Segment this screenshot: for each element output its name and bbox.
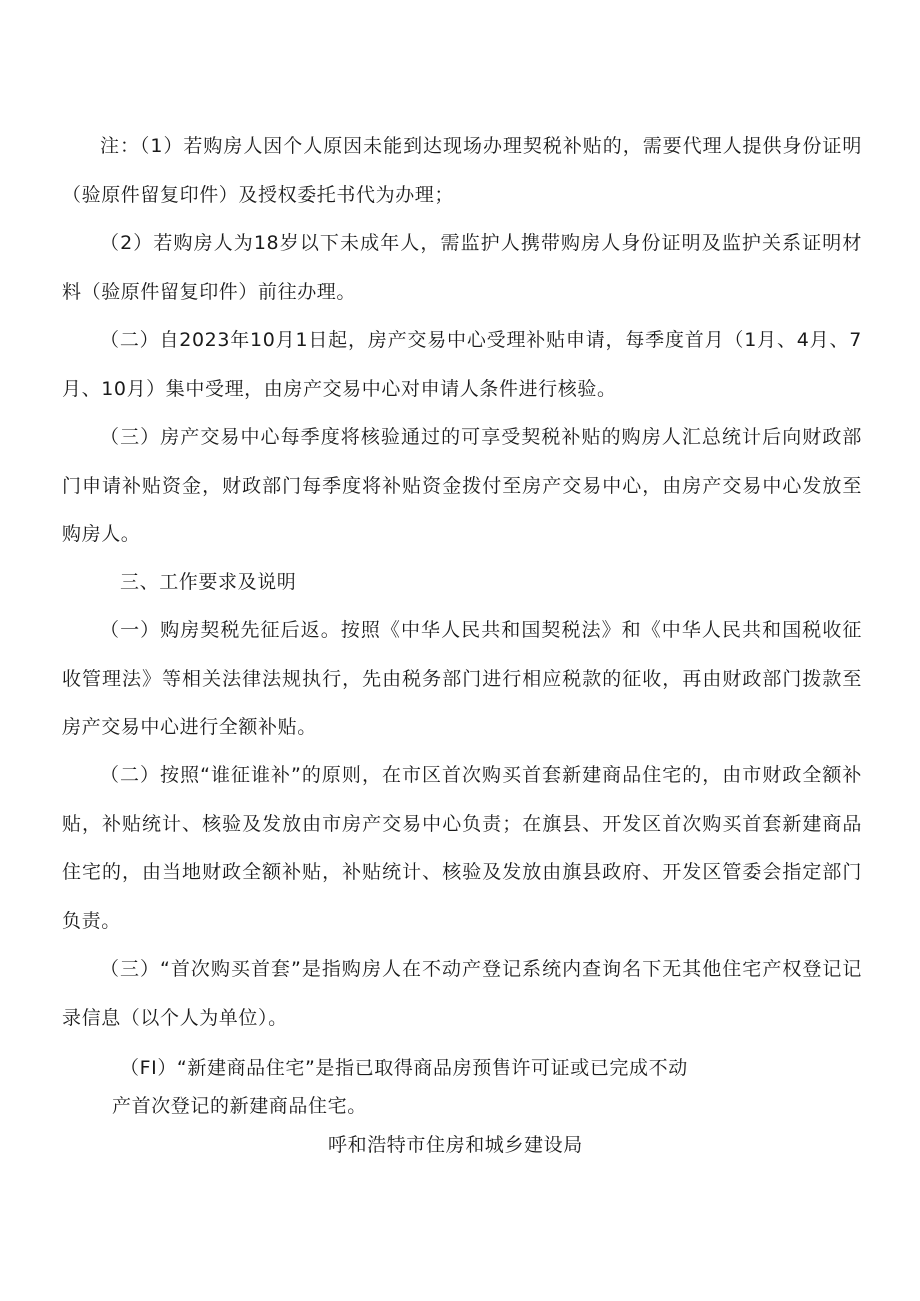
section-2-3-paragraph: （三）房产交易中心每季度将核验通过的可享受契税补贴的购房人汇总统计后向财政部门申请补贴资金，财政部门每季度将补贴资金拨付至房产交易中心，由房产交易中心发放至购房人。 [62, 426, 862, 545]
section-3-3-paragraph: （三）“首次购买首套”是指购房人在不动产登记系统内查询名下无其他住宅产权登记记录信息（以个人为单位）。 [62, 958, 862, 1029]
issuer-signature: 呼和浩特市住房和城乡建设局 [328, 1134, 583, 1156]
section-3-4-line-1: （FI）“新建商品住宅”是指已取得商品房预售许可证或已完成不动 [120, 1057, 688, 1079]
note-1-paragraph: 注：（1）若购房人因个人原因未能到达现场办理契税补贴的，需要代理人提供身份证明（验原件留复印件）及授权委托书代为办理； [62, 135, 862, 206]
section-3-4-line-2: 产首次登记的新建商品住宅。 [112, 1095, 367, 1117]
section-3-4-paragraph [112, 1049, 732, 1125]
section-2-2-paragraph: （二）自2023年10月1日起，房产交易中心受理补贴申请，每季度首月（1月、4月、7月、10月）集中受理，由房产交易中心对申请人条件进行核验。 [62, 329, 862, 400]
note-2-paragraph: （2）若购房人为18岁以下未成年人，需监护人携带购房人身份证明及监护关系证明材料（验原件留复印件）前往办理。 [62, 232, 862, 303]
section-3-heading: 三、工作要求及说明 [120, 571, 297, 593]
section-3-1-paragraph: （一）购房契税先征后返。按照《中华人民共和国契税法》和《中华人民共和国税收征收管理法》等相关法律法规执行，先由税务部门进行相应税款的征收，再由财政部门拨款至房产交易中心进行全额补贴。 [62, 619, 862, 738]
section-3-2-paragraph: （二）按照“谁征谁补”的原则，在市区首次购买首套新建商品住宅的，由市财政全额补贴，补贴统计、核验及发放由市房产交易中心负责；在旗县、开发区首次购买首套新建商品住宅的，由当地财政全额补贴，补贴统计、核验及发放由旗县政府、开发区管委会指定部门负责。 [62, 764, 862, 932]
